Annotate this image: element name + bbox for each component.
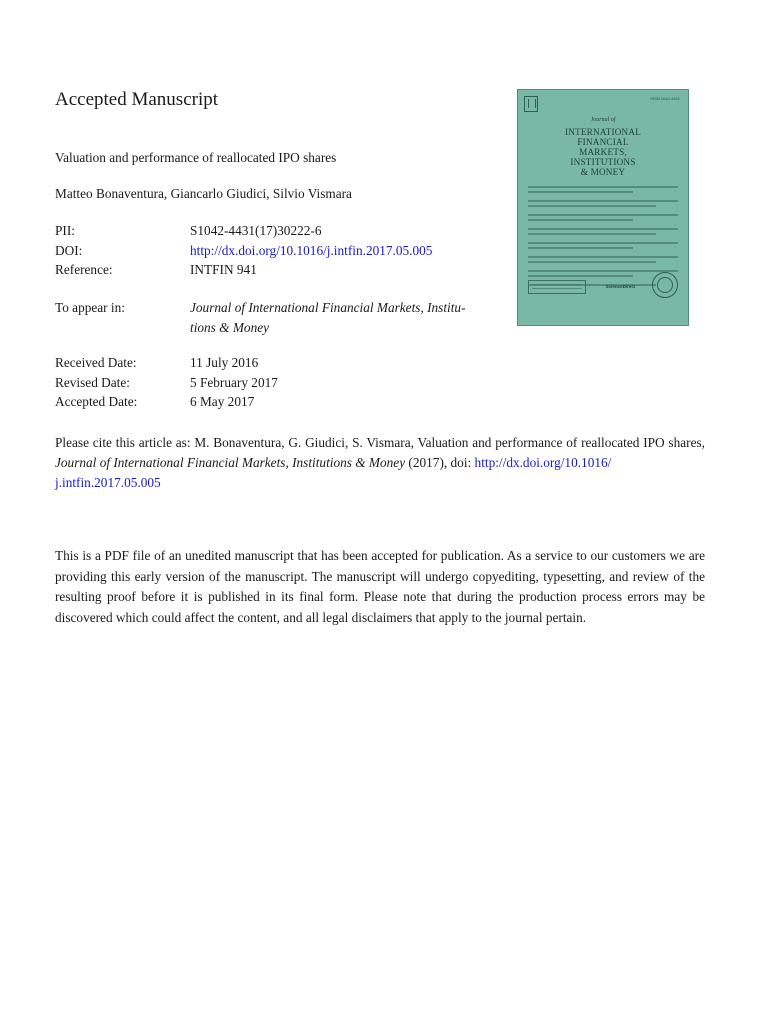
page-heading: Accepted Manuscript [55,89,219,110]
author-list: Matteo Bonaventura, Giancarlo Giudici, Silvio Vismara [55,186,352,201]
appear-label: To appear in: [55,300,125,315]
cover-contents-list [528,186,678,289]
accepted-label: Accepted Date: [55,394,138,409]
citation-doi-link-continued[interactable]: j.intfin.2017.05.005 [55,475,161,490]
dates-block [55,353,278,412]
revised-value: 5 February 2017 [190,374,278,390]
citation-prefix: Please cite this article as: M. Bonaventura, G. Giudici, S. Vismara, Valuation and performance of reallocated IPO shares, [55,435,705,450]
cover-title [518,127,688,177]
doi-link[interactable]: http://dx.doi.org/10.1016/j.intfin.2017.05.005 [190,242,433,258]
revised-label: Revised Date: [55,374,130,390]
article-title: Valuation and performance of reallocated IPO shares [55,150,337,165]
received-row [55,353,278,373]
pii-row [55,221,432,241]
appear-block [55,298,466,337]
disclaimer-paragraph: This is a PDF file of an unedited manuscript that has been accepted for publication. As a service to our customers we are providing this early version of the manuscript. The manuscript will undergo copyediting, typesetting, and review of the resulting proof before it is published in its final form. Please note that during the production process errors may be discovered which could affect the content, and all legal disclaimers that apply to the journal pertain. [55,548,705,625]
received-value: 11 July 2016 [190,355,259,370]
appear-journal-line-1: Journal of International Financial Markets, Institu- [190,300,466,315]
cover-title-line: INSTITUTIONS [570,157,636,167]
appear-journal-line-2: tions & Money [190,319,270,335]
accepted-row [55,392,278,412]
pii-label: PII: [55,223,75,238]
sciencedirect-label: ScienceDirect [605,284,636,289]
pii-value: S1042-4431(17)30222-6 [190,223,322,238]
cover-issn: ISSN 1042-4431 [650,96,680,101]
publisher-logo-icon [524,96,538,112]
publisher-seal-icon [652,272,678,298]
reference-value: INTFIN 941 [190,262,257,277]
citation-middle: (2017), doi: [405,455,475,470]
reference-row [55,260,432,280]
citation-doi-link[interactable]: http://dx.doi.org/10.1016/ [474,455,612,470]
cover-title-line: & MONEY [580,167,626,177]
cover-title-line: INTERNATIONAL [564,127,642,137]
doi-row [55,241,432,261]
cover-sciencedirect [593,282,648,289]
appear-row-2 [55,318,466,338]
cover-title-line: MARKETS, [579,147,627,157]
cover-info-box [528,280,586,294]
reference-label: Reference: [55,262,113,277]
doi-label: DOI: [55,242,83,258]
revised-row [55,373,278,393]
appear-row [55,298,466,318]
citation-paragraph [55,433,705,493]
accepted-value: 6 May 2017 [190,394,255,409]
cover-journal-of: Journal of [590,117,616,123]
citation-journal: Journal of International Financial Markets, Institutions & Money [55,455,406,470]
cover-title-line: FINANCIAL [577,137,629,147]
received-label: Received Date: [55,355,137,370]
identifier-block [55,221,432,280]
journal-cover-image [517,89,689,326]
